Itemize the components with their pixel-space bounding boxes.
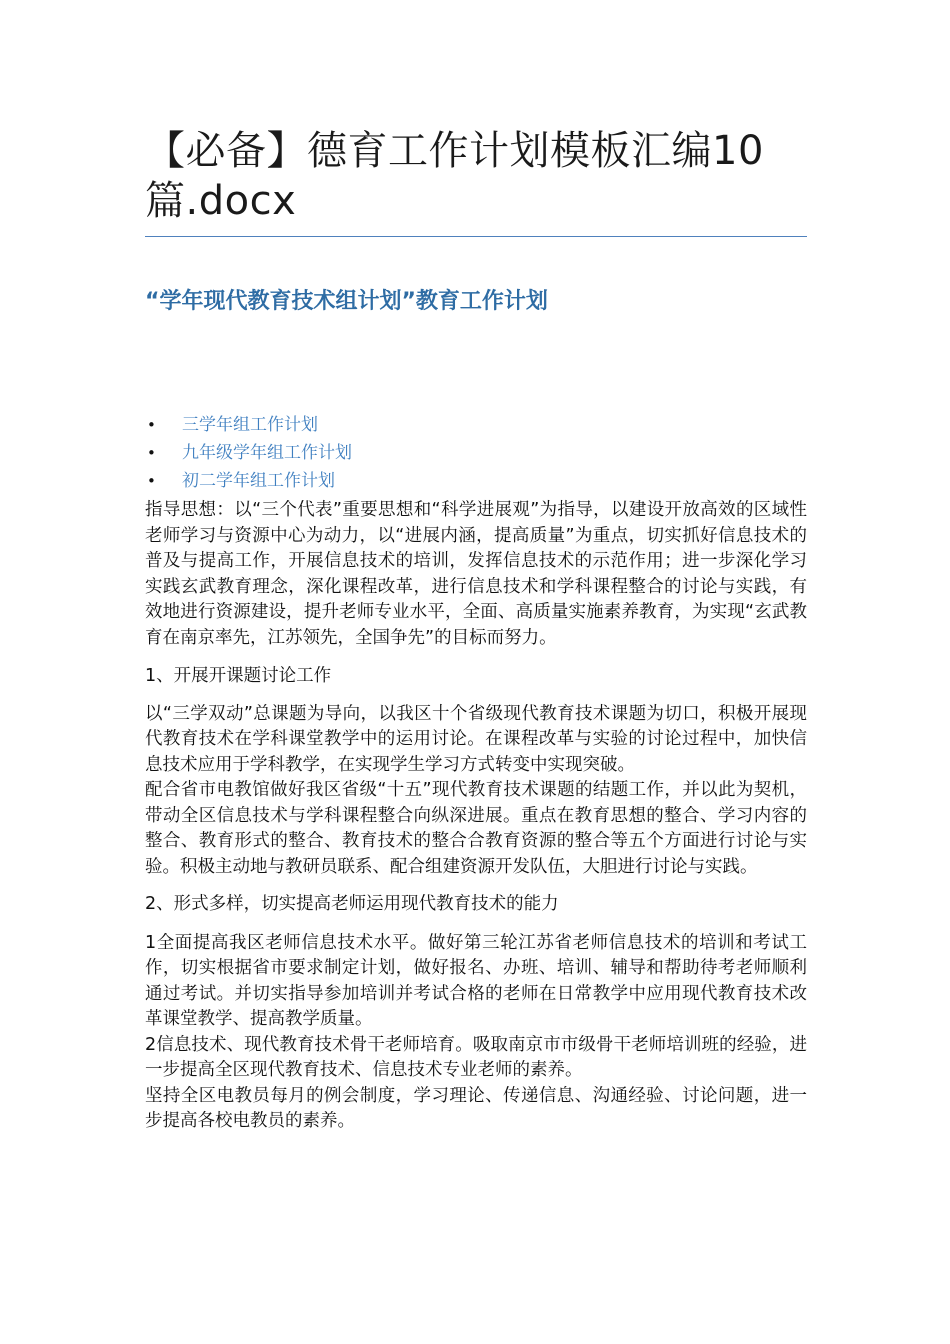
bullet-icon: • <box>147 472 156 490</box>
document-page <box>145 0 807 1135</box>
body-paragraph: 坚持全区电教员每月的例会制度，学习理论、传递信息、沟通经验、讨论问题，进一步提高各校电教员的素养。 <box>145 1085 807 1131</box>
subheading-teacher-skills: 2、形式多样，切实提高老师运用现代教育技术的能力 <box>145 894 559 914</box>
body-paragraph: 配合省市电教馆做好我区省级“十五”现代教育技术课题的结题工作，并以此为契机，带动全区信息技术与学科课程整合向纵深进展。重点在教育思想的整合、学习内容的整合、教育形式的整合、教育技术的整合合教育资源的整合等五个方面进行讨论与实验。积极主动地与教研员联系、配合组建资源开发队伍，大胆进行讨论与实践。 <box>145 780 807 877</box>
bullet-icon: • <box>147 416 156 434</box>
guiding-paragraph: 指导思想：以“三个代表”重要思想和“科学进展观”为指导，以建设开放高效的区域性老师学习与资源中心为动力，以“进展内涵，提高质量”为重点，切实抓好信息技术的普及与提高工作，开展信息技术的培训，发挥信息技术的示范作用；进一步深化学习实践玄武教育理念，深化课程改革，进行信息技术和学科课程整合的讨论与实践，有效地进行资源建设，提升老师专业水平，全面、高质量实施素养教育，为实现“玄武教育在南京率先，江苏领先，全国争先”的目标而努力。 <box>145 500 807 648</box>
title-divider <box>145 236 807 237</box>
document-title: 【必备】德育工作计划模板汇编10篇.docx <box>145 128 764 224</box>
related-links-list <box>145 411 807 495</box>
bullet-icon: • <box>147 444 156 462</box>
section-heading: “学年现代教育技术组计划”教育工作计划 <box>145 289 548 314</box>
body-paragraph: 以“三学双动”总课题为导向，以我区十个省级现代教育技术课题为切口，积极开展现代教育技术在学科课堂教学中的运用讨论。在课程改革与实验的讨论过程中，加快信息技术应用于学科教学，在实现学生学习方式转变中实现突破。 <box>145 703 807 775</box>
related-link-item[interactable] <box>145 439 807 467</box>
subheading-research: 1、开展开课题讨论工作 <box>145 666 332 686</box>
body-paragraph: 1全面提高我区老师信息技术水平。做好第三轮江苏省老师信息技术的培训和考试工作，切实根据省市要求制定计划，做好报名、办班、培训、辅导和帮助待考老师顺利通过考试。并切实指导参加培训并考试合格的老师在日常教学中应用现代教育技术改革课堂教学、提高教学质量。 <box>145 932 807 1029</box>
related-link[interactable]: 三学年组工作计划 <box>182 415 318 435</box>
related-link-item[interactable] <box>145 467 807 495</box>
related-link[interactable]: 九年级学年组工作计划 <box>182 443 352 463</box>
related-link[interactable]: 初二学年组工作计划 <box>182 471 335 491</box>
body-paragraph: 2信息技术、现代教育技术骨干老师培育。吸取南京市市级骨干老师培训班的经验，进一步提高全区现代教育技术、信息技术专业老师的素养。 <box>145 1034 807 1080</box>
related-link-item[interactable] <box>145 411 807 439</box>
